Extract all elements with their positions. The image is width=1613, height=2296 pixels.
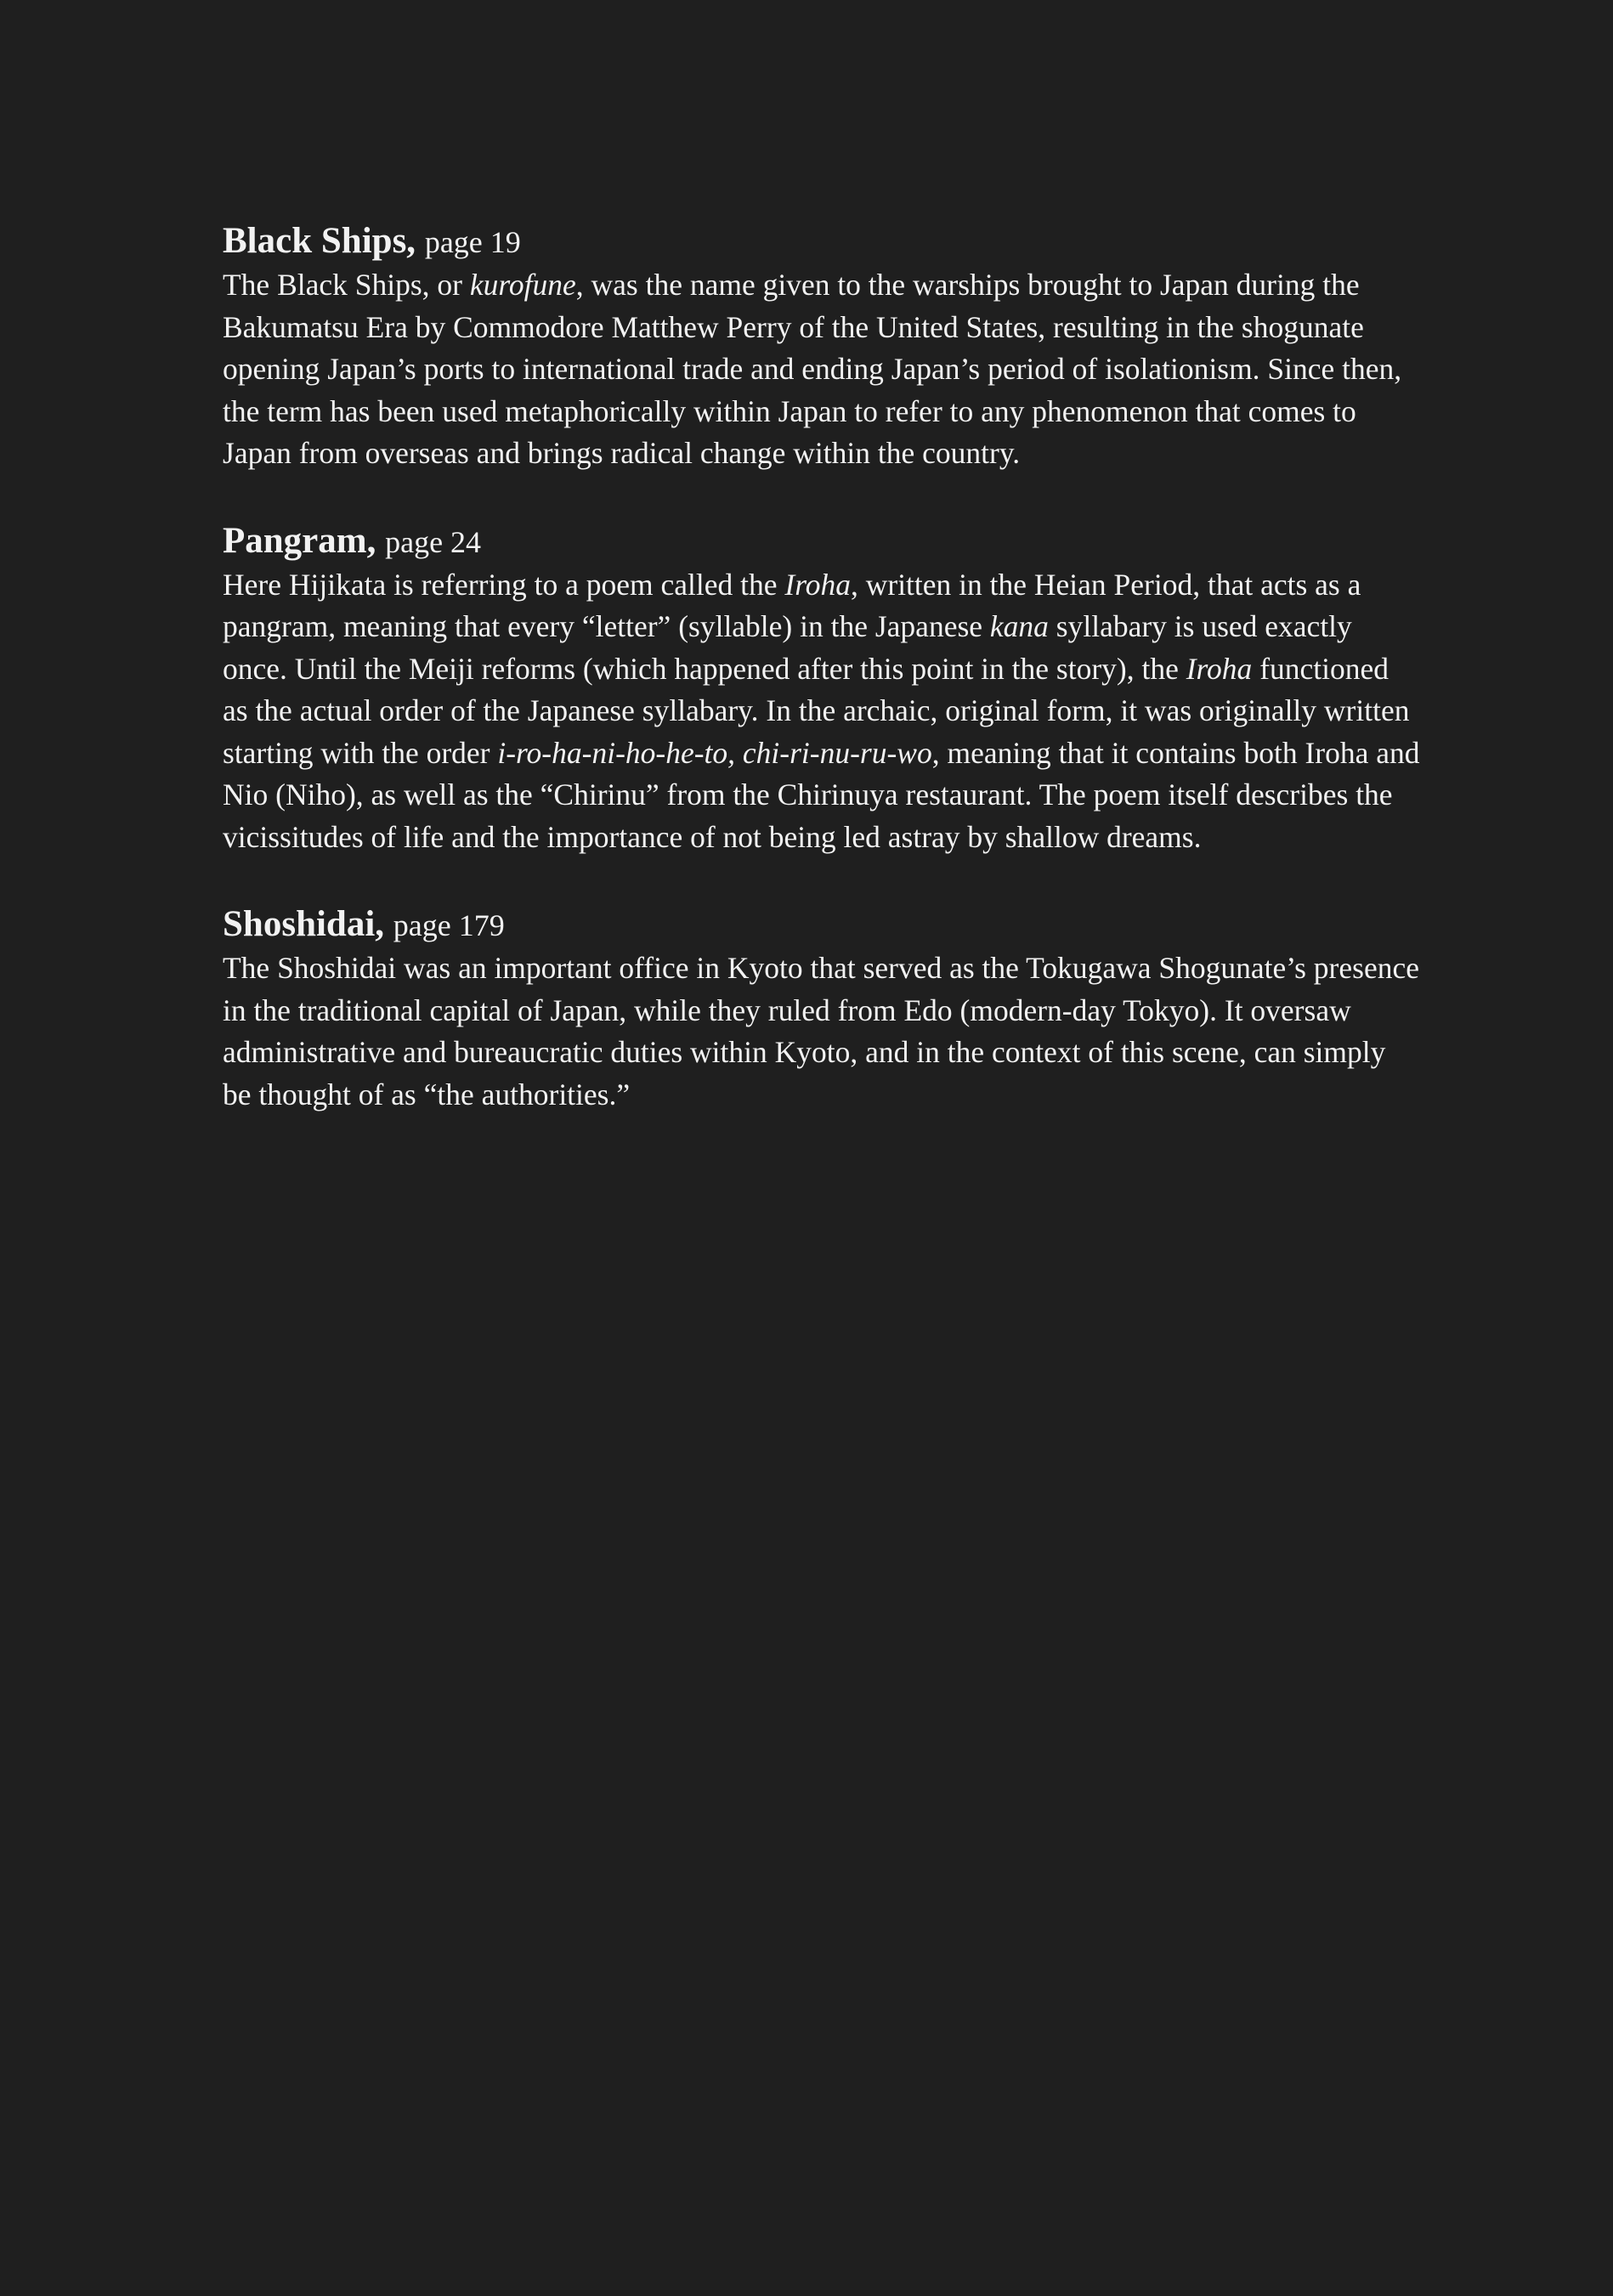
note-heading bbox=[223, 519, 1421, 564]
note-page-ref: page 179 bbox=[393, 908, 505, 942]
note-term: Pangram, bbox=[223, 520, 376, 561]
note-term: Shoshidai, bbox=[223, 904, 385, 944]
note-italic-term: i-ro-ha-ni-ho-he-to, chi-ri-nu-ru-wo bbox=[497, 735, 932, 770]
note-text: functioned as the actual order of the Japanese syllabary. In the archaic, original form, it was originally written starting with the order bbox=[223, 651, 1410, 770]
note-italic-term: kurofune bbox=[469, 268, 576, 302]
note-heading bbox=[223, 219, 1421, 264]
note-black-ships bbox=[223, 219, 1421, 475]
translation-notes-page bbox=[223, 219, 1421, 1160]
note-body bbox=[223, 264, 1421, 475]
note-heading bbox=[223, 902, 1421, 947]
note-text: The Shoshidai was an important office in Kyoto that served as the Tokugawa Shogunate’s presence in the traditional capital of Japan, while they ruled from Edo (modern-day Tokyo). It oversaw administrative and bureaucratic duties within Kyoto, and in the context of this scene, can simply be thought of as “the authorities.” bbox=[223, 951, 1419, 1111]
note-italic-term: kana bbox=[989, 609, 1049, 643]
note-page-ref: page 24 bbox=[385, 524, 482, 559]
note-italic-term: Iroha bbox=[1186, 651, 1253, 686]
note-text: syllabary is used exactly once. Until the Meiji reforms (which happened after this point in the story), the bbox=[223, 609, 1352, 686]
note-text: , was the name given to the warships brought to Japan during the Bakumatsu Era by Commodore Matthew Perry of the United States, resulting in the shogunate opening Japan’s ports to international trade and ending Japan’s period of isolationism. Since then, the term has been used metaphorically within Japan to refer to any phenomenon that comes to Japan from overseas and brings radical change within the country. bbox=[223, 268, 1402, 470]
note-body bbox=[223, 564, 1421, 859]
note-page-ref: page 19 bbox=[424, 225, 521, 259]
note-text: , written in the Heian Period, that acts as a pangram, meaning that every “letter” (syllable) in the Japanese bbox=[223, 567, 1361, 643]
note-text: The Black Ships, or bbox=[223, 268, 470, 302]
note-shoshidai bbox=[223, 902, 1421, 1116]
note-italic-term: Iroha bbox=[784, 567, 851, 602]
note-body bbox=[223, 947, 1421, 1116]
note-text: Here Hijikata is referring to a poem called the bbox=[223, 567, 785, 602]
note-term: Black Ships, bbox=[223, 221, 416, 261]
note-pangram bbox=[223, 519, 1421, 859]
note-text: , meaning that it contains both Iroha and Nio (Niho), as well as the “Chirinu” from the Chirinuya restaurant. The poem itself describes the vicissitudes of life and the importance of not being led astray by shallow dreams. bbox=[223, 735, 1420, 854]
